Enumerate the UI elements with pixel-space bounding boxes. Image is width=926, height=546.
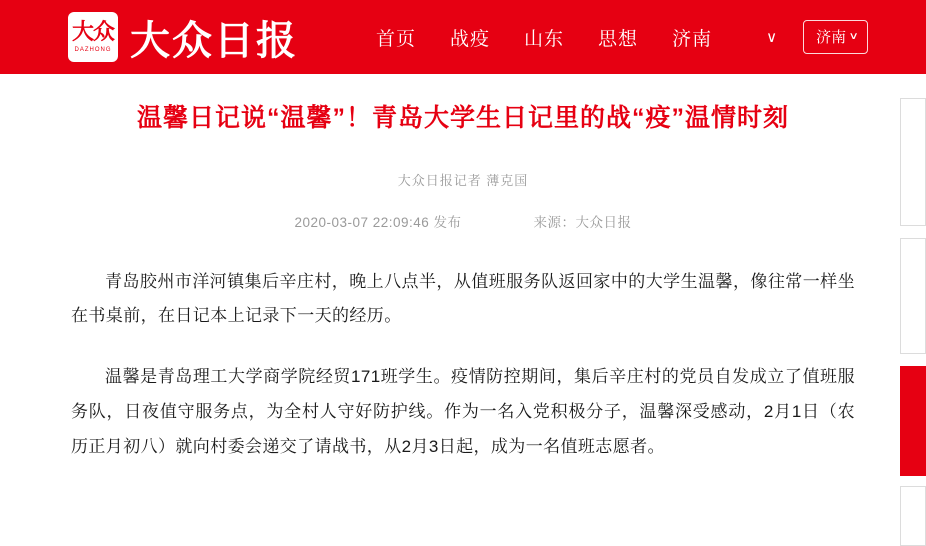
- page-body: [0, 74, 926, 477]
- nav-item-shandong[interactable]: 山东: [524, 28, 565, 50]
- site-brand[interactable]: [68, 9, 298, 66]
- brand-title: 大众日报: [130, 17, 298, 64]
- city-selector[interactable]: [803, 20, 868, 54]
- nav-item-thought[interactable]: 思想: [598, 28, 639, 50]
- article: [53, 74, 873, 465]
- brand-logo-icon: [68, 12, 118, 62]
- main-nav: [376, 24, 777, 51]
- site-header: [0, 0, 926, 74]
- nav-item-jinan[interactable]: 济南: [672, 28, 713, 50]
- side-rail: [896, 74, 926, 477]
- brand-logo-bottom-text: DAZHONG: [74, 46, 112, 53]
- article-source: 来源：大众日报: [533, 214, 632, 230]
- side-rail-panel[interactable]: [900, 98, 926, 226]
- side-rail-panel[interactable]: [900, 486, 926, 546]
- article-paragraph: 青岛胶州市洋河镇集后辛庄村，晚上八点半，从值班服务队返回家中的大学生温馨，像往常一样坐在书桌前，在日记本上记录下一天的经历。: [71, 271, 855, 326]
- article-title: 温馨日记说“温馨”！青岛大学生日记里的战“疫”温情时刻: [136, 104, 789, 132]
- side-rail-panel[interactable]: [900, 238, 926, 354]
- article-content: [53, 265, 873, 465]
- article-paragraph: 温馨是青岛理工大学商学院经贸171班学生。疫情防控期间，集后辛庄村的党员自发成立了值班服务队，日夜值守服务点，为全村人守好防护线。作为一名入党积极分子，温馨深受感动，2月1日（农历正月初八）就向村委会递交了请战书，从2月3日起，成为一名值班志愿者。: [71, 367, 855, 456]
- article-author: 大众日报记者 薄克国: [397, 172, 529, 188]
- chevron-down-icon[interactable]: ∨: [766, 29, 778, 46]
- chevron-down-icon: ∨: [848, 31, 859, 42]
- city-selector-label: 济南: [816, 29, 847, 46]
- article-publish-time: 2020-03-07 22:09:46 发布: [294, 214, 462, 230]
- nav-item-epidemic[interactable]: 战疫: [450, 28, 491, 50]
- brand-logo-top-text: 大众: [71, 19, 114, 45]
- nav-item-home[interactable]: 首页: [376, 28, 417, 50]
- article-meta: [53, 211, 873, 231]
- side-rail-panel-highlight[interactable]: [900, 366, 926, 476]
